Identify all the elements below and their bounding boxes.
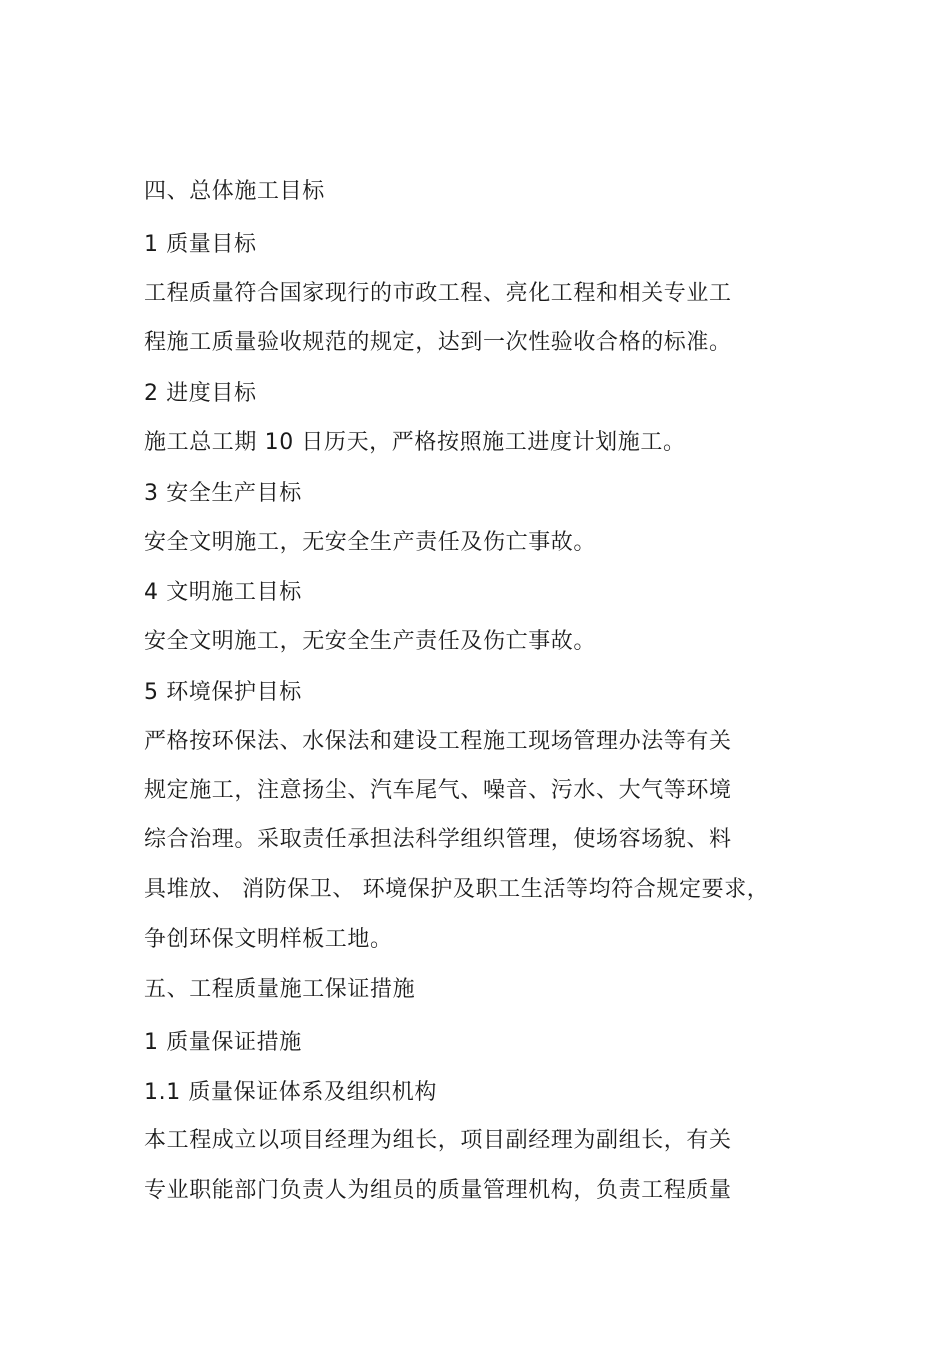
subheading-safety-goal: 3 安全生产目标 xyxy=(144,481,302,506)
paragraph-line: 施工总工期 10 日历天，严格按照施工进度计划施工。 xyxy=(144,430,686,455)
subheading-civilized-construction-goal: 4 文明施工目标 xyxy=(144,580,302,605)
subheading-quality-goal: 1 质量目标 xyxy=(144,232,257,257)
section-heading-4: 四、总体施工目标 xyxy=(144,179,325,204)
paragraph-line: 规定施工，注意扬尘、汽车尾气、噪音、污水、大气等环境 xyxy=(144,778,732,803)
paragraph-line: 争创环保文明样板工地。 xyxy=(144,927,393,952)
paragraph-line: 程施工质量验收规范的规定，达到一次性验收合格的标准。 xyxy=(144,330,732,355)
paragraph-line: 本工程成立以项目经理为组长，项目副经理为副组长，有关 xyxy=(144,1128,732,1153)
paragraph-line: 具堆放、 消防保卫、 环境保护及职工生活等均符合规定要求， xyxy=(144,877,770,902)
paragraph-line: 安全文明施工，无安全生产责任及伤亡事故。 xyxy=(144,629,597,654)
paragraph-line: 工程质量符合国家现行的市政工程、亮化工程和相关专业工 xyxy=(144,281,732,306)
subheading-quality-system: 1.1 质量保证体系及组织机构 xyxy=(144,1080,437,1105)
subheading-environment-goal: 5 环境保护目标 xyxy=(144,680,302,705)
subheading-schedule-goal: 2 进度目标 xyxy=(144,381,257,406)
paragraph-line: 专业职能部门负责人为组员的质量管理机构，负责工程质量 xyxy=(144,1178,732,1203)
section-heading-5: 五、工程质量施工保证措施 xyxy=(144,977,416,1002)
paragraph-line: 综合治理。采取责任承担法科学组织管理，使场容场貌、料 xyxy=(144,827,732,852)
paragraph-line: 严格按环保法、水保法和建设工程施工现场管理办法等有关 xyxy=(144,729,732,754)
paragraph-line: 安全文明施工，无安全生产责任及伤亡事故。 xyxy=(144,530,597,555)
subheading-quality-assurance: 1 质量保证措施 xyxy=(144,1030,302,1055)
